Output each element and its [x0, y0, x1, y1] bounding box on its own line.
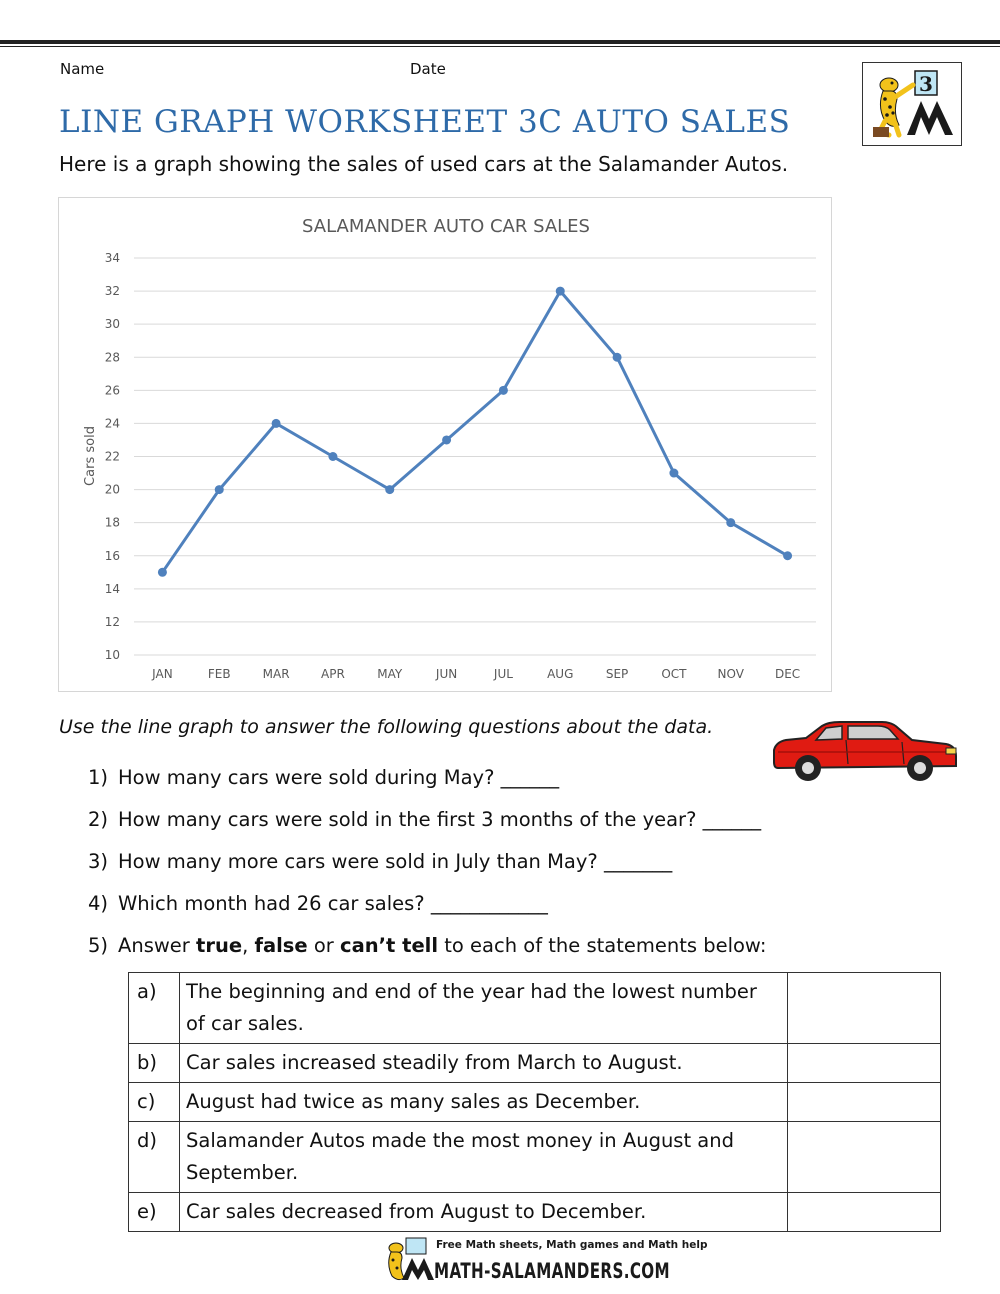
- y-tick-label: 14: [104, 581, 120, 596]
- answer-cell[interactable]: [788, 1122, 941, 1193]
- question-number: 4): [88, 892, 109, 915]
- y-tick-label: 18: [104, 515, 120, 530]
- question-number: 2): [88, 808, 109, 831]
- chart-title: SALAMANDER AUTO CAR SALES: [302, 216, 590, 237]
- question-5: [88, 932, 766, 974]
- y-tick-label: 10: [104, 648, 120, 662]
- answer-cell[interactable]: [788, 1044, 941, 1083]
- line-chart: [58, 197, 832, 692]
- x-tick-labels: [151, 667, 800, 681]
- question-text: How many more cars were sold in July than May? _______: [118, 850, 673, 873]
- y-tick-label: 28: [104, 350, 120, 365]
- line-chart-svg: [59, 198, 831, 691]
- grade-number: 3: [919, 72, 933, 96]
- statement-letter: d): [129, 1122, 180, 1193]
- chart-gridlines: [134, 258, 816, 655]
- footer-salamander-icon: [389, 1238, 434, 1280]
- question-4: [88, 890, 766, 932]
- answer-cell[interactable]: [788, 973, 941, 1044]
- statement-letter: b): [129, 1044, 180, 1083]
- question-text: How many cars were sold during May? ______: [118, 766, 560, 789]
- x-tick-label: DEC: [774, 667, 801, 681]
- statement-letter: c): [129, 1083, 180, 1122]
- data-points: [158, 287, 792, 577]
- table-row: [129, 1193, 941, 1232]
- question-list: [88, 764, 766, 974]
- x-tick-label: AUG: [547, 667, 574, 681]
- x-tick-label: MAY: [377, 667, 403, 681]
- x-tick-label: MAR: [262, 667, 290, 681]
- x-tick-label: JUL: [493, 667, 513, 681]
- y-tick-labels: [105, 251, 120, 662]
- data-point: [385, 485, 394, 494]
- statement-text: The beginning and end of the year had the lowest number of car sales.: [180, 973, 788, 1044]
- data-point: [442, 435, 451, 444]
- x-tick-label: OCT: [661, 667, 687, 681]
- x-tick-label: JUN: [435, 667, 458, 681]
- y-tick-label: 12: [104, 614, 120, 629]
- footer-tagline: Free Math sheets, Math games and Math help: [436, 1239, 708, 1251]
- question-text: How many cars were sold in the first 3 months of the year? ______: [118, 808, 762, 831]
- q5-pre: Answer: [118, 934, 197, 957]
- statements-table: [128, 972, 941, 1232]
- data-point: [613, 353, 622, 362]
- x-tick-label: JAN: [152, 667, 173, 681]
- answer-cell[interactable]: [788, 1193, 941, 1232]
- instructions-text: Use the line graph to answer the following questions about the data.: [59, 716, 714, 738]
- q5-sep1: ,: [242, 934, 255, 957]
- worksheet-title: LINE GRAPH WORKSHEET 3C AUTO SALES: [59, 104, 791, 140]
- question-3: [88, 848, 766, 890]
- table-row: [129, 1044, 941, 1083]
- y-tick-label: 26: [104, 383, 120, 398]
- x-tick-label: NOV: [717, 667, 744, 681]
- top-rule: [0, 40, 1000, 44]
- data-point: [726, 518, 735, 527]
- data-point: [556, 287, 565, 296]
- y-axis-label: Cars sold: [83, 426, 98, 486]
- name-label: Name: [60, 60, 105, 78]
- x-tick-label: APR: [321, 667, 345, 681]
- statement-text: August had twice as many sales as December.: [180, 1083, 788, 1122]
- data-point: [669, 469, 678, 478]
- date-label: Date: [410, 60, 446, 78]
- statement-text: Salamander Autos made the most money in August and September.: [180, 1122, 788, 1193]
- q5-word-cant-tell: can’t tell: [340, 934, 439, 957]
- question-text: Which month had 26 car sales? ____________: [118, 892, 548, 915]
- data-point: [499, 386, 508, 395]
- y-tick-label: 34: [104, 251, 120, 265]
- footer-site-name: MATH-SALAMANDERS.COM: [434, 1259, 670, 1283]
- question-number: 5): [88, 934, 109, 957]
- question-1: [88, 764, 766, 806]
- salamander-logo-icon: [863, 63, 961, 145]
- q5-word-false: false: [254, 934, 308, 957]
- data-point: [215, 485, 224, 494]
- x-tick-label: FEB: [207, 667, 231, 681]
- q5-post: to each of the statements below:: [438, 934, 767, 957]
- question-2: [88, 806, 766, 848]
- grade-logo: [862, 62, 962, 146]
- q5-word-true: true: [196, 934, 243, 957]
- footer-logo: [380, 1234, 708, 1286]
- data-point: [158, 568, 167, 577]
- y-tick-label: 30: [104, 317, 120, 332]
- y-tick-label: 22: [104, 449, 120, 464]
- question-number: 3): [88, 850, 109, 873]
- y-tick-label: 20: [104, 482, 120, 497]
- statement-letter: a): [129, 973, 180, 1044]
- top-rule-thin: [0, 46, 1000, 47]
- statement-text: Car sales increased steadily from March to August.: [180, 1044, 788, 1083]
- data-point: [328, 452, 337, 461]
- series-line: [162, 291, 787, 572]
- y-tick-label: 32: [104, 284, 120, 299]
- q5-sep2: or: [307, 934, 341, 957]
- y-tick-label: 24: [104, 416, 120, 431]
- statement-text: Car sales decreased from August to December.: [180, 1193, 788, 1232]
- statement-letter: e): [129, 1193, 180, 1232]
- table-row: [129, 1083, 941, 1122]
- data-point: [783, 551, 792, 560]
- y-tick-label: 16: [104, 548, 120, 563]
- table-row: [129, 1122, 941, 1193]
- car-icon: [770, 718, 960, 784]
- answer-cell[interactable]: [788, 1083, 941, 1122]
- intro-text: Here is a graph showing the sales of used cars at the Salamander Autos.: [59, 152, 789, 176]
- table-row: [129, 973, 941, 1044]
- question-number: 1): [88, 766, 109, 789]
- data-point: [272, 419, 281, 428]
- x-tick-label: SEP: [605, 667, 629, 681]
